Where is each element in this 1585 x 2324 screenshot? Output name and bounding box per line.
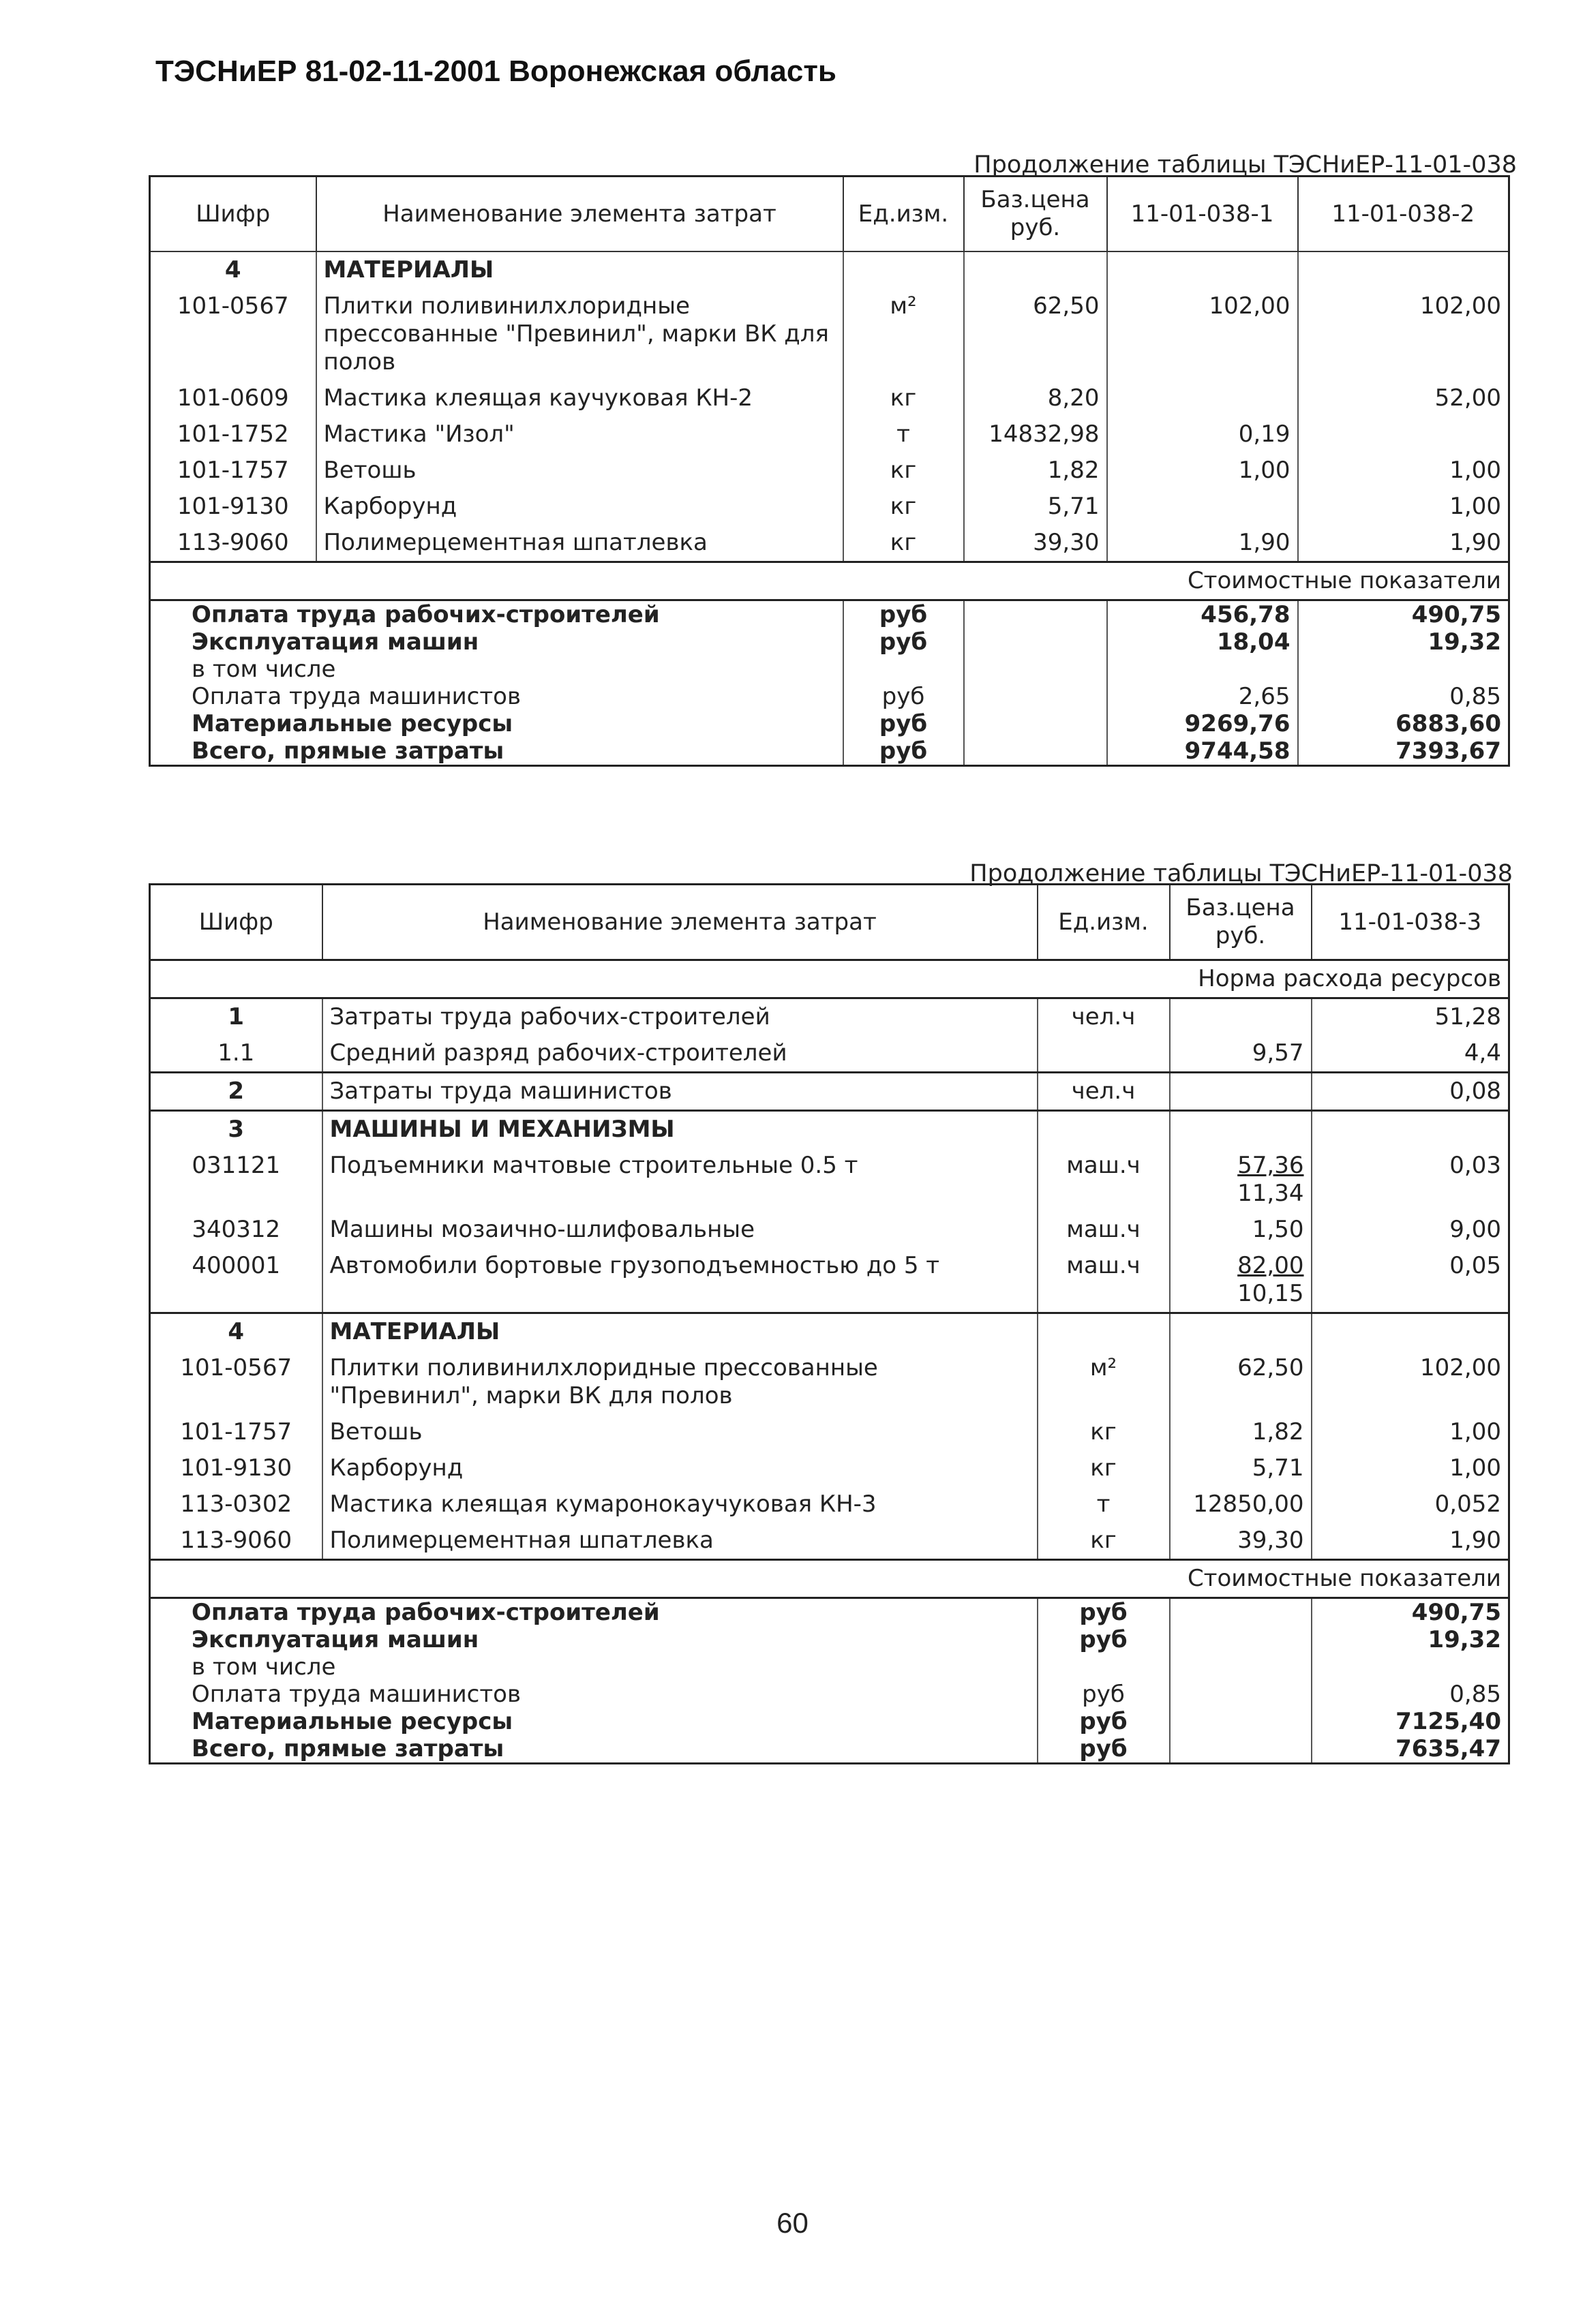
base-price: 1,50	[1252, 1216, 1304, 1243]
resource-code: 113-9060	[177, 529, 289, 556]
section-code: 4	[150, 1313, 322, 1351]
cost-label-row	[150, 562, 1509, 600]
norm-value: 1,90	[1312, 1523, 1509, 1560]
resource-unit: маш.ч	[1038, 1212, 1170, 1248]
empty-cell	[1038, 1313, 1170, 1351]
resource-name: Плитки поливинилхлоридные прессованные "Превинил", марки ВК для полов	[316, 288, 843, 380]
empty-cell	[843, 251, 964, 288]
resource-unit: кг	[843, 453, 964, 489]
resource-code: 101-0567	[180, 1354, 292, 1381]
resource-name: Карборунд	[316, 489, 843, 525]
table-row	[150, 998, 1509, 1036]
table2-body	[150, 960, 1509, 1764]
document-title: ТЭСНиЕР 81-02-11-2001 Воронежская область	[155, 55, 836, 88]
cost-name: Оплата труда машинистов	[192, 1681, 522, 1708]
table-row	[150, 416, 1509, 453]
resource-table-2	[149, 883, 1510, 1764]
cost-name: в том числе	[192, 656, 336, 683]
resource-unit: т	[1038, 1486, 1170, 1523]
empty-cell	[1312, 1313, 1509, 1351]
cost-value	[1312, 1653, 1509, 1681]
base-price-cell	[1170, 1212, 1312, 1248]
base-price: 14832,98	[964, 416, 1107, 453]
base-price: 5,71	[964, 489, 1107, 525]
resource-unit: кг	[843, 525, 964, 562]
cost-row	[150, 710, 1509, 737]
cost-value-1: 9269,76	[1107, 710, 1298, 737]
norm-value-2: 1,00	[1298, 453, 1509, 489]
cost-unit: руб	[843, 737, 964, 766]
norm-value-2: 52,00	[1298, 380, 1509, 416]
header-col-1: 11-01-038-1	[1107, 177, 1298, 252]
cost-row	[150, 1626, 1509, 1653]
resource-unit: кг	[843, 380, 964, 416]
cost-unit: руб	[843, 628, 964, 656]
section-row	[150, 1111, 1509, 1148]
resource-code: 101-1752	[177, 421, 289, 448]
page-number: 60	[776, 2207, 809, 2239]
cost-value-2: 7393,67	[1298, 737, 1509, 766]
header-col-3: 11-01-038-3	[1312, 885, 1509, 960]
resource-name: Плитки поливинилхлоридные прессованные "Превинил", марки ВК для полов	[322, 1350, 1038, 1414]
base-price: 12850,00	[1170, 1486, 1312, 1523]
resource-name: Карборунд	[322, 1450, 1038, 1486]
cost-value-1: 456,78	[1107, 600, 1298, 629]
empty-cell	[964, 600, 1107, 629]
table-row	[150, 1073, 1509, 1111]
cost-name: Эксплуатация машин	[192, 628, 479, 656]
resource-code: 113-9060	[180, 1527, 292, 1554]
resource-name: Подъемники мачтовые строительные 0.5 т	[322, 1148, 1038, 1212]
resource-name: Затраты труда машинистов	[322, 1073, 1038, 1111]
table-row	[150, 1148, 1509, 1212]
cost-row	[150, 1598, 1509, 1627]
cost-name: в том числе	[192, 1653, 336, 1681]
resource-code: 031121	[192, 1152, 281, 1179]
norm-value: 0,05	[1312, 1248, 1509, 1313]
cost-unit	[843, 656, 964, 683]
empty-cell	[964, 737, 1107, 766]
cost-row	[150, 683, 1509, 710]
empty-cell	[1170, 1598, 1312, 1627]
resource-code: 2	[150, 1073, 322, 1111]
header-name: Наименование элемента затрат	[316, 177, 843, 252]
resource-code: 400001	[192, 1252, 281, 1279]
cost-value: 490,75	[1312, 1598, 1509, 1627]
cost-unit: руб	[1038, 1735, 1170, 1764]
table-row	[150, 1212, 1509, 1248]
resource-unit: кг	[1038, 1450, 1170, 1486]
header-price: Баз.цена руб.	[1170, 885, 1312, 960]
norm-value: 1,00	[1312, 1450, 1509, 1486]
norm-value: 0,03	[1312, 1148, 1509, 1212]
cost-row	[150, 600, 1509, 629]
cost-unit: руб	[1038, 1708, 1170, 1735]
empty-cell	[964, 683, 1107, 710]
resource-code: 101-1757	[177, 457, 289, 484]
resource-code: 340312	[192, 1216, 281, 1243]
table1-header-row	[150, 177, 1509, 252]
empty-cell	[150, 1560, 1170, 1598]
resource-name: Полимерцементная шпатлевка	[322, 1523, 1038, 1560]
norm-value-2: 1,90	[1298, 525, 1509, 562]
resource-code: 1	[150, 998, 322, 1036]
cost-value-1: 18,04	[1107, 628, 1298, 656]
empty-cell	[1170, 1626, 1312, 1653]
base-price: 39,30	[964, 525, 1107, 562]
empty-cell	[150, 960, 1170, 998]
cost-value-1: 2,65	[1107, 683, 1298, 710]
empty-cell	[964, 628, 1107, 656]
norm-value-1: 1,00	[1107, 453, 1298, 489]
cost-value-1: 9744,58	[1107, 737, 1298, 766]
cost-unit	[1038, 1653, 1170, 1681]
table-row	[150, 1035, 1509, 1073]
cost-name: Оплата труда рабочих-строителей	[150, 600, 843, 629]
resource-name: Машины мозаично-шлифовальные	[322, 1212, 1038, 1248]
cost-value-2: 0,85	[1298, 683, 1509, 710]
resource-unit: чел.ч	[1038, 998, 1170, 1036]
norm-value-1	[1107, 380, 1298, 416]
cost-row	[150, 628, 1509, 656]
empty-cell	[964, 251, 1107, 288]
cost-name: Оплата труда рабочих-строителей	[150, 1598, 1038, 1627]
cost-value: 0,85	[1312, 1681, 1509, 1708]
cost-name: Материальные ресурсы	[192, 710, 513, 737]
cost-row	[150, 1681, 1509, 1708]
resource-name: Ветошь	[316, 453, 843, 489]
section-name: МАТЕРИАЛЫ	[316, 251, 843, 288]
cost-unit: руб	[1038, 1681, 1170, 1708]
norm-value-2: 102,00	[1298, 288, 1509, 380]
cost-name: Оплата труда машинистов	[192, 683, 522, 710]
cost-name: Материальные ресурсы	[192, 1708, 513, 1735]
header-name: Наименование элемента затрат	[322, 885, 1038, 960]
base-price: 62,50	[964, 288, 1107, 380]
empty-cell	[1298, 251, 1509, 288]
cost-value-2	[1298, 656, 1509, 683]
table-row	[150, 1450, 1509, 1486]
cost-label-row	[150, 1560, 1509, 1598]
resource-name: Средний разряд рабочих-строителей	[322, 1035, 1038, 1073]
cost-name: Всего, прямые затраты	[192, 737, 504, 765]
base-price: 57,36	[1237, 1152, 1304, 1179]
cost-row	[150, 1653, 1509, 1681]
base-price: 5,71	[1170, 1450, 1312, 1486]
cost-row	[150, 1708, 1509, 1735]
cost-value: 19,32	[1312, 1626, 1509, 1653]
norm-label: Норма расхода ресурсов	[1198, 965, 1501, 992]
empty-cell	[1038, 1111, 1170, 1148]
cost-unit: руб	[1038, 1598, 1170, 1627]
section-code: 4	[224, 256, 241, 284]
resource-unit	[1038, 1035, 1170, 1073]
cost-value: 7125,40	[1312, 1708, 1509, 1735]
empty-cell	[1312, 1111, 1509, 1148]
table-row	[150, 1248, 1509, 1313]
resource-name: Затраты труда рабочих-строителей	[322, 998, 1038, 1036]
header-col-2: 11-01-038-2	[1298, 177, 1509, 252]
section-row	[150, 251, 1509, 288]
base-price-cell	[1170, 1148, 1312, 1212]
norm-value-1	[1107, 489, 1298, 525]
resource-name: Полимерцементная шпатлевка	[316, 525, 843, 562]
cost-name: Всего, прямые затраты	[192, 1735, 504, 1762]
resource-code: 101-0567	[177, 292, 289, 320]
cost-value-1	[1107, 656, 1298, 683]
cost-row	[150, 1735, 1509, 1764]
base-price: 62,50	[1170, 1350, 1312, 1414]
cost-name: Эксплуатация машин	[192, 1626, 479, 1653]
resource-code: 101-1757	[180, 1418, 292, 1446]
resource-unit: маш.ч	[1038, 1148, 1170, 1212]
machinist-wage: 10,15	[1237, 1280, 1304, 1307]
resource-name: Ветошь	[322, 1414, 1038, 1450]
base-price: 1,82	[1170, 1414, 1312, 1450]
norm-value-2: 1,00	[1298, 489, 1509, 525]
table-row	[150, 1486, 1509, 1523]
resource-name: Мастика клеящая каучуковая КН-2	[316, 380, 843, 416]
table-row	[150, 1523, 1509, 1560]
header-unit: Ед.изм.	[1038, 885, 1170, 960]
section-code: 3	[150, 1111, 322, 1148]
table1-caption: Продолжение таблицы ТЭСНиЕР-11-01-038	[973, 151, 1517, 179]
section-name: МАШИНЫ И МЕХАНИЗМЫ	[322, 1111, 1038, 1148]
table2-header-row	[150, 885, 1509, 960]
norm-value: 0,08	[1312, 1073, 1509, 1111]
table-row	[150, 489, 1509, 525]
norm-value: 9,00	[1312, 1212, 1509, 1248]
empty-cell	[1170, 1653, 1312, 1681]
table-row	[150, 1414, 1509, 1450]
resource-unit: кг	[1038, 1523, 1170, 1560]
empty-cell	[1107, 251, 1298, 288]
cost-value-2: 6883,60	[1298, 710, 1509, 737]
cost-unit: руб	[843, 710, 964, 737]
empty-cell	[1170, 1708, 1312, 1735]
section-name: МАТЕРИАЛЫ	[322, 1313, 1038, 1351]
resource-unit: т	[843, 416, 964, 453]
empty-cell	[964, 710, 1107, 737]
table-row	[150, 453, 1509, 489]
norm-value: 51,28	[1312, 998, 1509, 1036]
norm-value: 0,052	[1312, 1486, 1509, 1523]
cost-label: Стоимостные показатели	[1170, 1560, 1509, 1598]
base-price-cell	[1170, 1248, 1312, 1313]
cost-label: Стоимостные показатели	[1107, 562, 1509, 600]
header-code: Шифр	[150, 885, 322, 960]
empty-cell	[1170, 1313, 1312, 1351]
norm-label-row	[150, 960, 1509, 998]
header-code: Шифр	[150, 177, 316, 252]
norm-value-1: 1,90	[1107, 525, 1298, 562]
resource-code: 101-9130	[177, 493, 289, 520]
resource-code: 113-0302	[180, 1490, 292, 1518]
cost-row	[150, 656, 1509, 683]
base-price: 8,20	[964, 380, 1107, 416]
empty-cell	[1170, 1735, 1312, 1764]
machinist-wage: 11,34	[1237, 1180, 1304, 1207]
norm-value: 102,00	[1312, 1350, 1509, 1414]
cost-value: 7635,47	[1312, 1735, 1509, 1764]
resource-unit: маш.ч	[1038, 1248, 1170, 1313]
table-row	[150, 380, 1509, 416]
base-price: 82,00	[1237, 1252, 1304, 1279]
resource-name: Мастика клеящая кумаронокаучуковая КН-3	[322, 1486, 1038, 1523]
norm-value-2	[1298, 416, 1509, 453]
cost-row	[150, 737, 1509, 766]
base-price	[1170, 998, 1312, 1036]
resource-code: 101-0609	[177, 384, 289, 412]
table2-caption: Продолжение таблицы ТЭСНиЕР-11-01-038	[969, 860, 1513, 887]
base-price: 9,57	[1170, 1035, 1312, 1073]
resource-unit: кг	[1038, 1414, 1170, 1450]
base-price	[1170, 1073, 1312, 1111]
cost-value-2: 490,75	[1298, 600, 1509, 629]
resource-code: 1.1	[217, 1039, 255, 1067]
resource-name: Автомобили бортовые грузоподъемностью до 5 т	[322, 1248, 1038, 1313]
table-row	[150, 1350, 1509, 1414]
table-row	[150, 525, 1509, 562]
header-price: Баз.цена руб.	[964, 177, 1107, 252]
resource-name: Мастика "Изол"	[316, 416, 843, 453]
base-price: 39,30	[1170, 1523, 1312, 1560]
table1-body	[150, 251, 1509, 766]
norm-value-1: 0,19	[1107, 416, 1298, 453]
resource-unit: м²	[843, 288, 964, 380]
norm-value: 1,00	[1312, 1414, 1509, 1450]
empty-cell	[1170, 1111, 1312, 1148]
norm-value: 4,4	[1312, 1035, 1509, 1073]
cost-unit: руб	[1038, 1626, 1170, 1653]
table-row	[150, 288, 1509, 380]
empty-cell	[1170, 1681, 1312, 1708]
cost-value-2: 19,32	[1298, 628, 1509, 656]
empty-cell	[150, 562, 1107, 600]
norm-value-1: 102,00	[1107, 288, 1298, 380]
cost-unit: руб	[843, 600, 964, 629]
resource-unit: м²	[1038, 1350, 1170, 1414]
resource-unit: кг	[843, 489, 964, 525]
resource-unit: чел.ч	[1038, 1073, 1170, 1111]
base-price: 1,82	[964, 453, 1107, 489]
resource-table-1	[149, 175, 1510, 767]
cost-unit: руб	[843, 683, 964, 710]
header-unit: Ед.изм.	[843, 177, 964, 252]
empty-cell	[964, 656, 1107, 683]
resource-code: 101-9130	[180, 1454, 292, 1482]
section-row	[150, 1313, 1509, 1351]
